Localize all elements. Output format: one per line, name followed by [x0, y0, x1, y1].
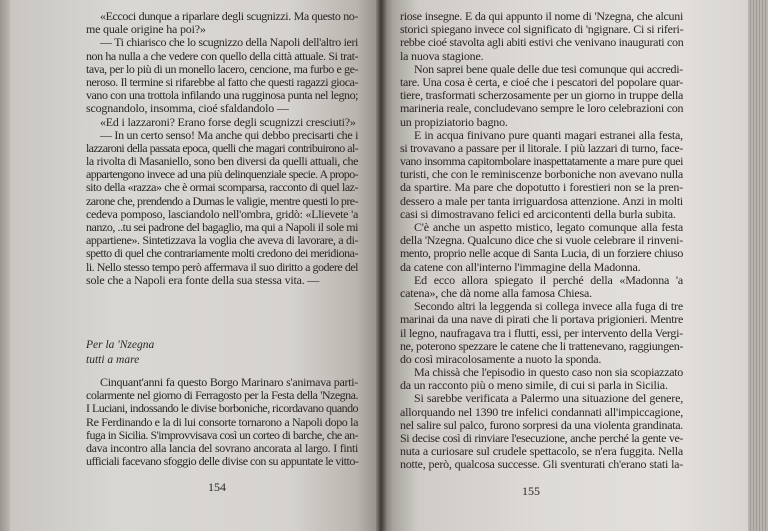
text-line: Cinquant'anni fa questo Borgo Marinaro s'animava parti- [100, 375, 358, 389]
text-line: turisti, che con le reminiscenze borboniche non avevano nulla [400, 167, 683, 182]
text-line: allorquando nel 1390 tre infelici condannati all'impiccagione, [400, 404, 683, 419]
section-heading [86, 338, 154, 368]
text-line: lazzaroni della passata epoca, quelli che magari contribuirono al- [86, 140, 358, 155]
section-heading-line-2: tutti a mare [86, 354, 140, 366]
text-line: fuga in Sicilia. S'improvvisava così un corteo di barche, che an- [86, 427, 358, 442]
text-line: dessero a male per tanta irriguardosa attenzione. Anzi in molti [400, 193, 683, 208]
text-line: non ha nulla a che vedere con quello della città attuale. Si trat- [86, 48, 358, 63]
text-line: riose insegne. E da qui appunto il nome di 'Nzegna, che alcuni [400, 9, 683, 23]
text-line: si trovavano a passare per il litorale. I più lazzari di turno, face- [400, 140, 683, 155]
text-line: «Eccoci dunque a riparlare degli scugnizzi. Ma questo no- [100, 9, 358, 23]
text-line: scognandolo, insomma, cioé sfaldandolo — [86, 101, 289, 116]
text-line: rebbe cioé stavolta agli abiti estivi che venivano inaugurati con [400, 35, 684, 50]
text-line: I Luciani, indossando le divise borboniche, ricordavano quando [86, 401, 358, 416]
text-line: storici spiegano invece col significato di 'ngignare. Ci si riferi- [400, 22, 684, 37]
text-line: Non saprei bene quale delle due tesi comunque qui accredi- [414, 61, 683, 76]
text-line: della 'Nzegna. Qualcuno dice che si vuole celebrare il rinveni- [400, 233, 683, 248]
text-line: sito della «razza» che è ormai scomparsa, racconto di quel laz- [86, 180, 358, 195]
page-number-right: 155 [522, 484, 540, 498]
text-line: da catene con all'interno l'immagine della Madonna. [400, 259, 641, 274]
text-line: «Ed i lazzaroni? Erano forse degli scugnizzi cresciuti?» [100, 114, 356, 129]
left-page-section-text [86, 376, 358, 468]
book-spine [376, 0, 386, 531]
text-line: un propiziatorio bagno. [400, 114, 508, 129]
text-line: — Ti chiarisco che lo scugnizzo della Napoli dell'altro ieri [100, 35, 358, 50]
text-line: — In un certo senso! Ma anche qui debbo precisarti che i [100, 127, 359, 142]
left-page-body-text [86, 10, 358, 287]
text-line: mento, proprio nelle acque di Santa Lucia, di un forziere chiuso [400, 246, 683, 261]
text-line: Ma chissà che l'episodio in questo caso non sia scopiazzato [414, 365, 683, 380]
text-line: do così miracolosamente a nuoto la sponda. [400, 351, 602, 366]
text-line: marineria reale, concludevano sempre le loro celebrazioni con [400, 101, 684, 116]
text-line: appartengono invece ad una più delinquenziale specie. A propo- [86, 167, 358, 182]
text-line: neroso. Il termine si rifarebbe al fatto che questi ragazzi gioca- [86, 74, 358, 89]
text-line: sole che a Napoli era fonte della sua stessa vita. — [86, 272, 320, 287]
text-line: tare. Una cosa è certa, e cioé che i pescatori del popolare quar- [400, 74, 683, 89]
text-line: Re Ferdinando e la di lui consorte tornarono a Napoli dopo la [86, 414, 358, 429]
text-line: ne, poterono spezzare le catene che li trattenevano, raggiungen- [400, 338, 683, 353]
section-heading-line-1: Per la 'Nzegna [86, 339, 155, 351]
right-page-body-text [400, 10, 683, 472]
text-line: colarmente nel giorno di Ferragosto per la Festa della 'Nzegna. [86, 388, 358, 403]
book-page-edges-right [748, 0, 768, 531]
text-line: marinai da una nave di pirati che li portava prigionieri. Mentre [400, 312, 683, 327]
text-line: da spartire. Ma pare che dopotutto i forestieri non se la pren- [400, 180, 683, 195]
text-line: nel salire sul palco, furono sorpresi da una violenta grandinata. [400, 417, 683, 432]
text-line: Si sarebbe verificata a Palermo una situazione del genere, [414, 391, 683, 406]
text-line: da un racconto più o meno simile, di cui si parla in Sicilia. [400, 378, 668, 393]
text-line: cedeva pomposo, lasciandolo nell'ombra, gridò: «Llievete 'a [86, 206, 358, 221]
text-line: zarone che, prendendo a Dumas le valigie, mentre questi lo pre- [86, 193, 358, 208]
text-line: nuta a curiosare sul crudele spettacolo, se n'era fuggita. Nella [400, 444, 683, 459]
text-line: spetto di quel che contrariamente molti credono dei meridiona- [86, 246, 358, 261]
text-line: E in acqua finivano pure quanti magari estranei alla festa, [414, 127, 683, 142]
text-line: me quale origine ha poi?» [86, 22, 206, 37]
text-line: Secondo altri la leggenda si collega invece alla fuga di tre [414, 299, 683, 314]
text-line: vano con una trottola infilando una rugginosa punta nel legno; [86, 88, 358, 103]
text-line: dava incontro alla lancia del sovrano ancorata al largo. I finti [86, 440, 358, 455]
text-line: la rivolta di Masaniello, sono ben diversi da quelli attuali, che [86, 154, 358, 169]
text-line: Ed ecco allora spiegato il perché della «Madonna 'a [414, 272, 683, 287]
text-line: C'è anche un aspetto mistico, legato comunque alla festa [414, 220, 683, 234]
text-line: vano insomma capitombolare inaspettatamente a mare pure quei [400, 154, 683, 169]
text-line: casi si dimostravano felici ed arcicontenti della burla subita. [400, 206, 676, 221]
text-line: la nuova stagione. [400, 48, 484, 63]
text-line: catena», che dà nome alla famosa Chiesa. [400, 285, 592, 300]
text-line: appartiene». Sintetizzava la voglia che aveva di lavorare, a di- [86, 233, 358, 248]
text-line: Si decise così di rinviare l'esecuzione, anche perché la gente ve- [400, 431, 683, 445]
text-line: li. Nello stesso tempo però affermava il suo diritto a godere del [86, 259, 358, 274]
text-line: tiere, trasformati scherzosamente per un giorno in truppe della [400, 88, 684, 103]
text-line: ufficiali facevano sfoggio delle divise con su appuntate le vitto- [86, 454, 359, 469]
text-line: notte, però, qualcosa successe. Gli sventurati ch'erano stati la- [400, 457, 683, 472]
text-line: tava, per lo più di un monello lacero, cencione, ma furbo e ge- [86, 61, 358, 76]
text-line: nanzo, ..tu sei padrone del bagaglio, ma qui a Napoli il sole mi [86, 220, 358, 234]
text-line: il legno, naufragava tra i flutti, essi, per intervento della Vergi- [400, 325, 683, 340]
page-number-left: 154 [208, 480, 226, 494]
